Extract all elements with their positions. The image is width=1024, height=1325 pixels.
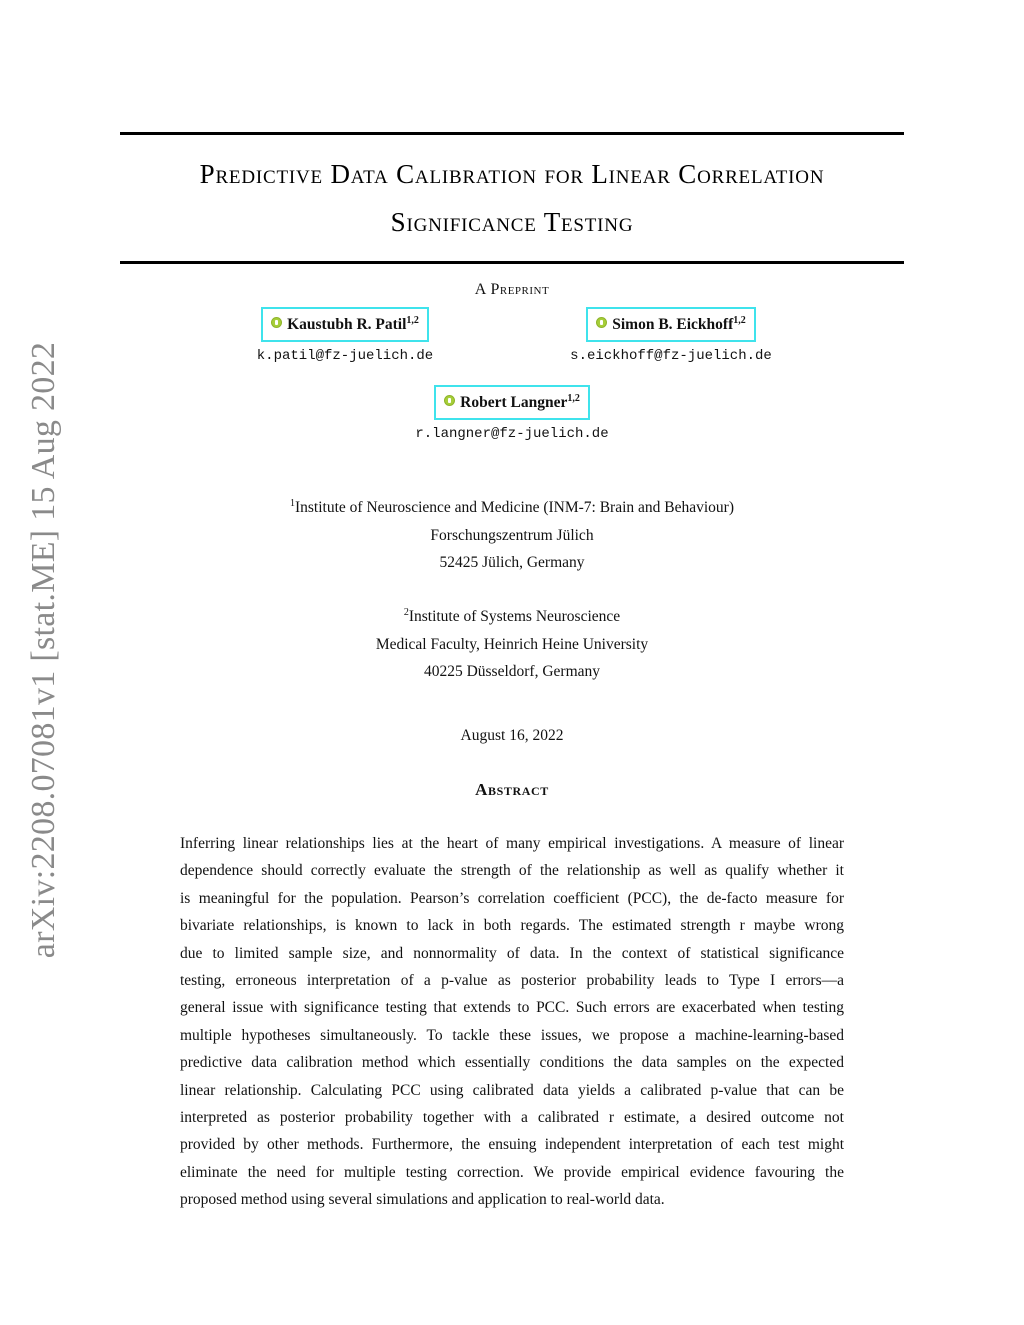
affiliation-line: 52425 Jülich, Germany	[439, 554, 585, 572]
abstract-line: provided by other methods. Furthermore, the ensuing independent interpretation of each test might	[180, 1136, 844, 1154]
affiliation-line: 40225 Düsseldorf, Germany	[423, 663, 601, 681]
author-link[interactable]	[261, 307, 429, 342]
author-name: Robert Langner	[460, 394, 568, 412]
abstract-line: due to limited sample size, and nonnormality of data. In the context of statistical significance	[180, 944, 844, 962]
arxiv-identifier-stamp: arXiv:2208.07081v1 [stat.ME] 15 Aug 2022	[25, 341, 62, 959]
affiliation-name: Institute of Neuroscience and Medicine (INM-7: Brain and Behaviour)	[294, 499, 735, 517]
paper-title-line-1: Predictive Data Calibration for Linear Correlation	[199, 159, 825, 189]
paper-title-line-2: Significance Testing	[390, 207, 634, 237]
abstract-body	[180, 830, 844, 1214]
abstract-heading: Abstract	[475, 780, 549, 799]
author-name: Kaustubh R. Patil	[287, 316, 407, 334]
abstract-line: interpreted as posterior probability together with a calibrated r estimate, a desired outcome not	[180, 1109, 844, 1127]
affiliation-2	[0, 599, 1024, 686]
abstract-line: Inferring linear relationships lies at the heart of many empirical investigations. A measure of linear	[180, 835, 844, 852]
author-email[interactable]: k.patil@fz-juelich.de	[256, 348, 434, 365]
abstract-line: predictive data calibration method which essentially conditions the data samples on the expected	[180, 1054, 844, 1072]
affiliation-line: Medical Faculty, Heinrich Heine University	[375, 635, 649, 653]
author-email[interactable]: r.langner@fz-juelich.de	[415, 426, 609, 443]
author-block	[205, 307, 485, 364]
title-top-rule	[120, 132, 904, 135]
publication-date: August 16, 2022	[460, 727, 564, 744]
author-name: Simon B. Eickhoff	[612, 316, 734, 334]
abstract-line: multiple hypotheses simultaneously. To tackle these issues, we propose a machine-learning-based	[180, 1026, 844, 1044]
affiliation-line	[0, 599, 1024, 631]
abstract-line: eliminate the need for multiple testing correction. We provide empirical evidence favouring the	[180, 1163, 844, 1181]
affiliation-number: 1	[289, 498, 295, 509]
author-affiliation-marker: 1,2	[733, 315, 746, 326]
preprint-label: A Preprint	[474, 281, 550, 298]
abstract-line: proposed method using several simulations and application to real-world data.	[180, 1191, 665, 1209]
author-block	[531, 307, 811, 364]
abstract-line: general issue with significance testing that extends to PCC. Such errors are exacerbated when testing	[180, 999, 844, 1017]
abstract-line: is meaningful for the population. Pearson’s correlation coefficient (PCC), the de-facto measure for	[180, 889, 844, 907]
orcid-icon[interactable]	[596, 317, 607, 328]
author-affiliation-marker: 1,2	[567, 393, 580, 404]
abstract-line: dependence should correctly evaluate the strength of the relationship as well as qualify whether it	[180, 862, 844, 880]
author-link[interactable]	[586, 307, 756, 342]
abstract-line: bivariate relationships, is known to lack in both regards. The estimated strength r maybe wrong	[180, 917, 844, 935]
abstract-line: linear relationship. Calculating PCC using calibrated data yields a calibrated p-value that can be	[180, 1081, 844, 1099]
orcid-icon[interactable]	[444, 395, 455, 406]
abstract-line: testing, erroneous interpretation of a p-value as posterior probability leads to Type I errors—a	[180, 972, 844, 990]
orcid-icon[interactable]	[271, 317, 282, 328]
author-affiliation-marker: 1,2	[406, 315, 419, 326]
author-link[interactable]	[434, 385, 590, 420]
title-bottom-rule	[120, 261, 904, 264]
affiliation-number: 2	[403, 607, 409, 618]
affiliation-1	[0, 490, 1024, 577]
paper-title	[120, 150, 904, 246]
author-block	[372, 385, 652, 442]
affiliation-name: Institute of Systems Neuroscience	[408, 608, 621, 626]
author-email[interactable]: s.eickhoff@fz-juelich.de	[570, 348, 772, 365]
affiliation-line: Forschungszentrum Jülich	[430, 526, 594, 544]
affiliation-line	[0, 490, 1024, 522]
